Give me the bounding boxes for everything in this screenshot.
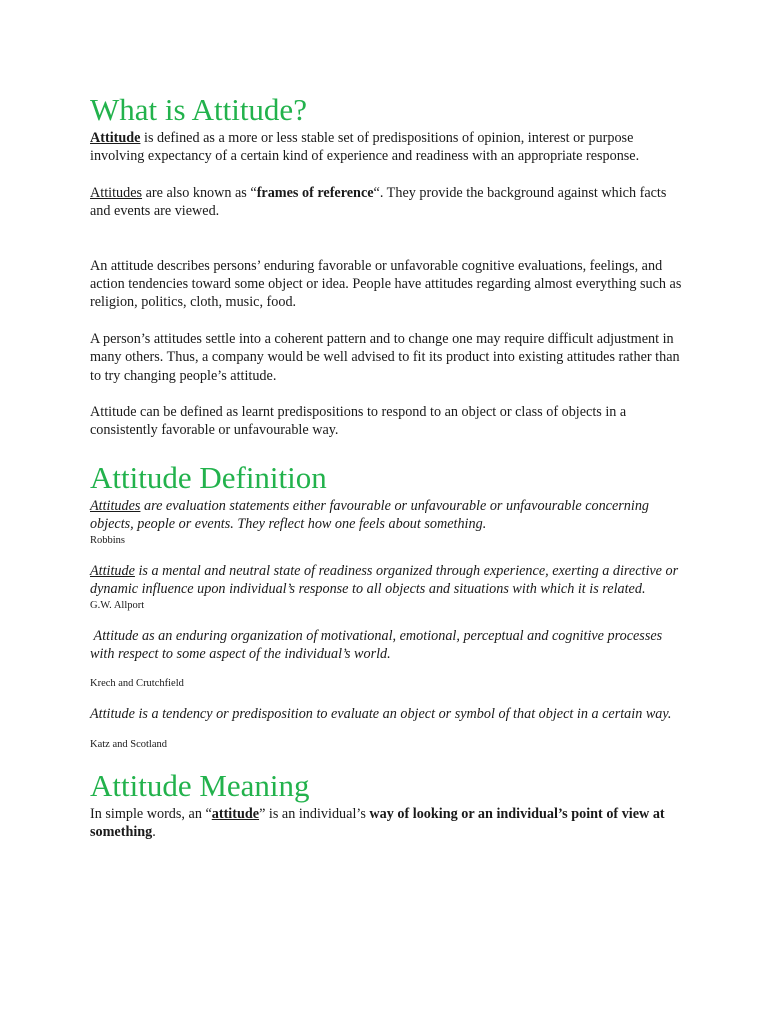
source-krech: Krech and Crutchfield — [90, 678, 184, 690]
paragraph-text: . — [152, 824, 156, 841]
definition-katz: Attitude is a tendency or predisposition to evaluate an object or symbol of that object in a certain way. — [90, 706, 672, 723]
document-body — [90, 92, 690, 842]
paragraph-definition-intro — [90, 129, 690, 166]
bold-point-of-view: way of looking or an individual’s point of view at something — [90, 805, 665, 841]
paragraph-text: “. They provide the background against which facts and events are viewed. — [90, 184, 667, 220]
source-robbins: Robbins — [90, 534, 126, 546]
heading-attitude-definition: Attitude Definition — [90, 459, 327, 495]
definition-krech: Attitude as an enduring organization of motivational, emotional, perceptual and cognitive processes with respect to some aspect of the individual’s world. — [90, 627, 666, 662]
paragraph-text: is defined as a more or less stable set of predispositions of opinion, interest or purpose involving expectancy of a certain kind of experience and readiness with an appropriate response. — [90, 130, 640, 165]
paragraph-text: In simple words, an “ — [90, 805, 212, 822]
paragraph-coherent-pattern: A person’s attitudes settle into a coherent pattern and to change one may require difficult adjustment in many others. Thus, a company would be well advised to fit its product into existing attitudes rather than to try changing people’s attitude. — [90, 330, 680, 384]
definition-allport — [90, 562, 690, 599]
source-katz: Katz and Scotland — [90, 738, 167, 750]
paragraph-text: are also known as “ — [142, 184, 257, 201]
paragraph-simple-words — [90, 805, 690, 842]
heading-what-is-attitude: What is Attitude? — [90, 92, 307, 127]
paragraph-learnt-predispositions: Attitude can be defined as learnt predispositions to respond to an object or class of objects in a consistently favorable or unfavourable way. — [90, 404, 627, 439]
definition-text: are evaluation statements either favourable or unfavourable or unfavourable concerning objects, people or events. They reflect how one feels about something. — [90, 497, 650, 533]
bold-frames-of-reference: frames of reference — [256, 184, 374, 201]
paragraph-enduring-evaluations: An attitude describes persons’ enduring favorable or unfavorable cognitive evaluations, feelings, and action tendencies toward some object or idea. People have attitudes regarding almost everything such as religion, politics, cloth, music, food. — [90, 257, 682, 311]
definition-robbins — [90, 497, 690, 534]
definition-text: is a mental and neutral state of readiness organized through experience, exerting a directive or dynamic influence upon individual’s response to all objects and situations with which it is related. — [90, 562, 679, 598]
term-attitudes: Attitudes — [90, 497, 141, 514]
term-attitude: Attitude — [90, 130, 141, 146]
paragraph-frames-of-reference — [90, 184, 690, 221]
heading-attitude-meaning: Attitude Meaning — [90, 767, 310, 803]
term-attitude: Attitude — [90, 562, 135, 579]
source-allport: G.W. Allport — [90, 599, 145, 611]
term-attitudes: Attitudes — [90, 184, 143, 201]
term-attitude: attitude — [211, 805, 260, 822]
paragraph-text: ” is an individual’s — [259, 805, 370, 822]
